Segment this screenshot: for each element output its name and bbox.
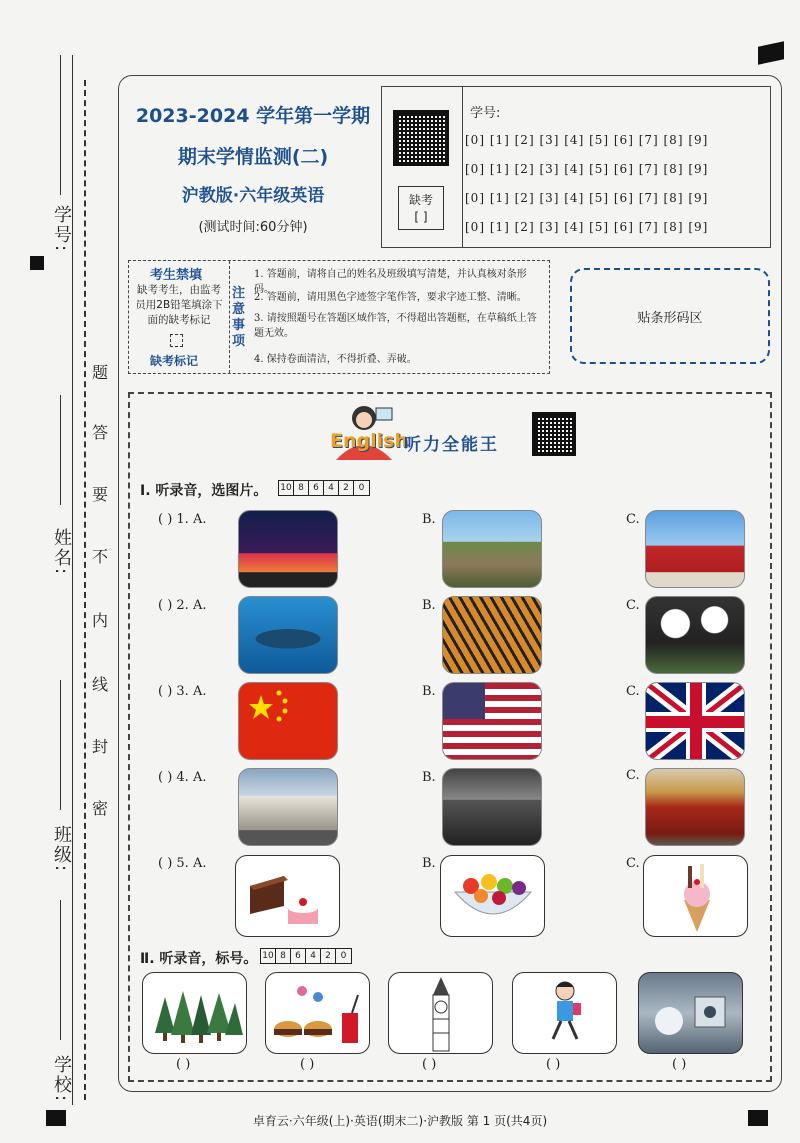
absent-label: 缺考	[408, 193, 433, 207]
attention-item-4: 4. 保持卷面清洁，不得折叠、弄破。	[254, 354, 417, 365]
page-footer: 卓育云·六年级(上)·英语(期末二)·沪教版 第 1 页(共4页)	[252, 1114, 548, 1128]
q1-option-b-great-wall	[442, 510, 542, 588]
part1-score-box[interactable]	[278, 480, 370, 496]
q2-option-b-label: B.	[422, 598, 436, 613]
q2-number[interactable]: ( ) 2. A.	[158, 598, 207, 613]
q2-option-c-panda	[645, 596, 745, 674]
score-cell[interactable]: 6	[309, 481, 324, 495]
q4-option-c-label: C.	[626, 768, 640, 783]
q3-option-c-label: C.	[626, 684, 640, 699]
part1-title: Ⅰ. 听录音，选图片。	[140, 483, 268, 499]
q3-option-b-label: B.	[422, 684, 436, 699]
q5-option-c-ice-cream	[643, 855, 748, 937]
score-cell[interactable]: 10	[279, 481, 294, 495]
attention-item-2: 2. 答题前，请用黑色字迹签字笔作答，要求字迹工整、清晰。	[254, 292, 527, 303]
attention-item-3: 3. 请按照题号在答题区域作答，不得超出答题框，在草稿纸上答题无效。	[254, 313, 537, 339]
score-cell[interactable]: 2	[339, 481, 354, 495]
school-label: 学校:	[51, 1055, 72, 1104]
part2-score-box[interactable]	[260, 948, 352, 964]
part2-pic-boy-running	[512, 972, 617, 1054]
absent-box[interactable]	[398, 186, 444, 230]
part2-blank-2[interactable]: ( )	[300, 1057, 315, 1072]
digit-row-3[interactable]: [0] [1] [2] [3] [4] [5] [6] [7] [8] [9]	[465, 191, 709, 205]
title-line-4: (测试时间:60分钟)	[198, 220, 308, 235]
q4-number[interactable]: ( ) 4. A.	[158, 770, 207, 785]
absent-mark-label: 缺考标记	[150, 354, 199, 368]
q3-option-b-usa-flag	[442, 682, 542, 760]
seal-char: 答	[92, 423, 109, 442]
seal-char: 题	[92, 363, 109, 382]
seal-line	[84, 80, 86, 1100]
score-cell[interactable]: 8	[276, 949, 291, 963]
seal-char: 要	[92, 485, 109, 504]
part2-blank-4[interactable]: ( )	[546, 1057, 561, 1072]
part2-blank-3[interactable]: ( )	[422, 1057, 437, 1072]
part2-blank-1[interactable]: ( )	[176, 1057, 191, 1072]
title-line-3: 沪教版·六年级英语	[181, 186, 325, 206]
exam-title-block	[128, 85, 378, 245]
absent-mark-box[interactable]	[170, 334, 183, 347]
q3-option-c-uk-flag	[645, 682, 745, 760]
title-line-2: 期末学情监测(二)	[177, 146, 329, 168]
q1-option-c-tiananmen	[645, 510, 745, 588]
student-id-field[interactable]	[60, 55, 61, 195]
forbidden-title: 考生禁填	[150, 268, 203, 283]
q4-option-c-palace	[645, 768, 745, 846]
q1-option-b-label: B.	[422, 512, 436, 527]
absent-bracket: [ ]	[414, 210, 428, 224]
score-cell[interactable]: 6	[291, 949, 306, 963]
seal-char: 不	[92, 547, 109, 566]
score-cell[interactable]: 4	[306, 949, 321, 963]
seal-char: 内	[92, 611, 109, 630]
score-cell[interactable]: 8	[294, 481, 309, 495]
score-cell[interactable]: 4	[324, 481, 339, 495]
qr-code-icon	[393, 110, 449, 166]
q3-number[interactable]: ( ) 3. A.	[158, 684, 207, 699]
q5-number[interactable]: ( ) 5. A.	[158, 856, 207, 871]
digit-row-2[interactable]: [0] [1] [2] [3] [4] [5] [6] [7] [8] [9]	[465, 162, 709, 176]
q5-option-b-label: B.	[422, 856, 436, 871]
barcode-area[interactable]: 贴条形码区	[570, 268, 770, 364]
student-id-label: 学号:	[51, 205, 72, 254]
digit-row-1[interactable]: [0] [1] [2] [3] [4] [5] [6] [7] [8] [9]	[465, 133, 709, 147]
q5-option-a-cake	[235, 855, 340, 937]
corner-mark-top-right	[758, 41, 784, 65]
name-field[interactable]	[60, 395, 61, 505]
digit-row-4[interactable]: [0] [1] [2] [3] [4] [5] [6] [7] [8] [9]	[465, 220, 709, 234]
attention-item-1: 1. 答题前，请将自己的姓名及班级填写清楚，并认真核对条形码。	[254, 269, 527, 295]
seal-char: 线	[92, 675, 109, 694]
title-line-1: 2023-2024 学年第一学期	[135, 105, 371, 127]
part2-pic-robot-lab	[638, 972, 743, 1054]
score-cell[interactable]: 0	[340, 951, 347, 961]
forbidden-text: 缺考考生，由监考员用2B铅笔填涂下面的缺考标记	[135, 284, 223, 326]
english-logo-text: English	[330, 430, 408, 452]
id-box-label: 学号:	[470, 106, 501, 121]
part2-blank-5[interactable]: ( )	[672, 1057, 687, 1072]
id-box-divider	[462, 87, 463, 247]
q4-option-b-car-museum	[442, 768, 542, 846]
corner-mark-left	[30, 256, 44, 270]
seal-char: 密	[92, 799, 109, 818]
q5-option-b-fruit-salad	[440, 855, 545, 937]
q3-option-a-china-flag	[238, 682, 338, 760]
q2-option-a-whale	[238, 596, 338, 674]
q5-option-c-label: C.	[626, 856, 640, 871]
score-cell[interactable]: 2	[321, 949, 336, 963]
attention-title: 注意事项	[232, 286, 246, 349]
class-label: 班级:	[51, 825, 72, 874]
notice-divider	[229, 261, 230, 373]
q4-option-b-label: B.	[422, 770, 436, 785]
q2-option-b-tiger	[442, 596, 542, 674]
banner-qr-code-icon	[532, 412, 576, 456]
part2-pic-fast-food	[265, 972, 370, 1054]
banner-title: 听力全能王	[404, 435, 499, 455]
seal-char: 封	[92, 737, 109, 756]
q1-option-c-label: C.	[626, 512, 640, 527]
q1-option-a-city-night	[238, 510, 338, 588]
q2-option-c-label: C.	[626, 598, 640, 613]
school-field[interactable]	[60, 900, 61, 1040]
q4-option-a-museum	[238, 768, 338, 846]
part2-title: Ⅱ. 听录音，标号。	[140, 951, 258, 967]
part2-pic-forest	[142, 972, 247, 1054]
q1-number[interactable]: ( ) 1. A.	[158, 512, 207, 527]
score-cell[interactable]: 0	[358, 483, 365, 493]
class-field[interactable]	[60, 680, 61, 810]
score-cell[interactable]: 10	[261, 949, 276, 963]
name-label: 姓名:	[51, 528, 72, 577]
part2-pic-big-ben	[388, 972, 493, 1054]
